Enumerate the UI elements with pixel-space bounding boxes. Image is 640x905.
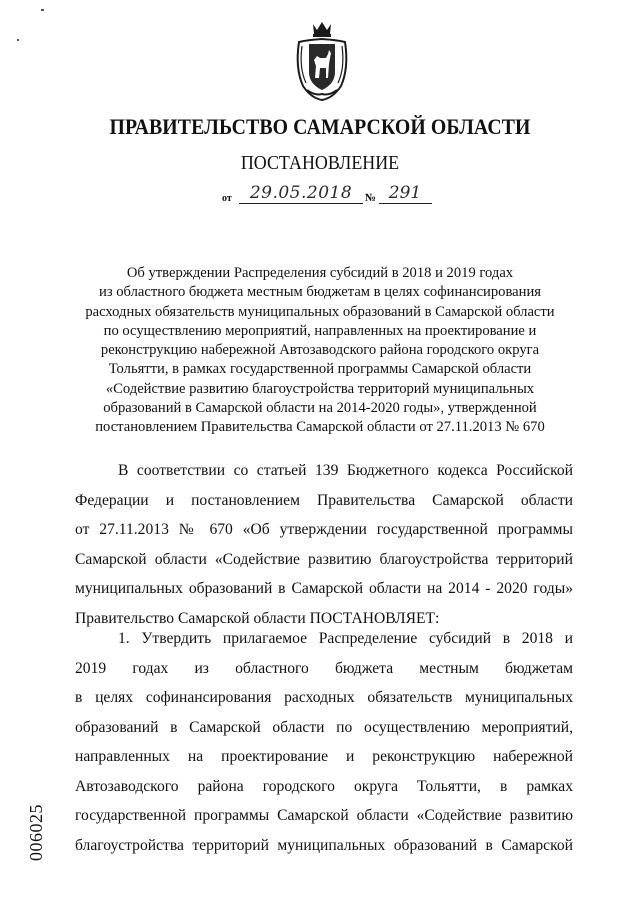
document-date-number [222,184,432,210]
text-line: В соответствии со статьей 139 Бюджетного кодекса Российской [118,462,573,479]
subject-line: Тольятти, в рамках государственной программы Самарской области [108,361,532,378]
government-title: ПРАВИТЕЛЬСТВО САМАРСКОЙ ОБЛАСТИ [109,114,531,139]
text-line: Самарской области «Содействие развитию благоустройства территорий [75,550,573,568]
subject-line: Об утверждении Распределения субсидий в 2018 и 2019 годах [126,265,514,281]
subject-line: из областного бюджета местным бюджетам в целях софинансирования [99,284,541,301]
text-line: в целях софинансирования расходных обязательств муниципальных [75,689,573,706]
text-line: направленных на проектирование и реконструкцию набережной [75,748,573,765]
scan-speck [17,39,19,41]
date-value: 29.05.2018 [249,183,353,203]
subject-line: реконструкцию набережной Автозаводского района городского округа [100,342,540,359]
date-underline [239,203,363,204]
number-value: 291 [388,183,422,203]
document-subject [60,264,580,438]
text-line: Автозаводского района городского округа Тольятти, в рамках [75,777,573,795]
number-label: № [365,192,377,204]
text-line: государственной программы Самарской области «Содействие развитию [75,807,573,824]
text-line: Федерации и постановлением Правительства Самарской области [75,491,573,509]
text-line: от 27.11.2013 № 670 «Об утверждении государственной программы [75,521,573,538]
subject-line: постановлением Правительства Самарской области от 27.11.2013 № 670 [95,419,545,436]
subject-line: «Содействие развитию благоустройства территорий муниципальных [105,380,535,397]
subject-line: по осуществлению мероприятий, направленных на проектирование и [103,322,537,339]
subject-line: образований в Самарской области на 2014-2020 годы», утвержденной [103,400,537,417]
clause-1-paragraph [75,624,573,860]
coat-of-arms-icon [293,20,351,102]
text-line: образований в Самарской области по осуществлению мероприятий, [75,718,573,736]
coat-of-arms-emblem [293,20,351,102]
text-line: 1. Утвердить прилагаемое Распределение субсидий в 2018 и [118,630,573,647]
text-line: 2019 годах из областного бюджета местным бюджетам [75,659,573,677]
number-underline [379,203,432,204]
registration-number: 006025 [26,804,46,861]
subject-line: расходных обязательств муниципальных образований в Самарской области [85,303,555,320]
text-line: Правительство Самарской области ПОСТАНОВЛЯЕТ: [75,609,440,627]
preamble-paragraph [75,456,573,633]
document-type: ПОСТАНОВЛЕНИЕ [240,153,400,174]
scan-speck [41,9,44,11]
date-label: от [222,193,232,204]
text-line: благоустройства территорий муниципальных образований в Самарской [75,836,573,854]
text-line: муниципальных образований в Самарской области на 2014 - 2020 годы» [75,580,573,597]
